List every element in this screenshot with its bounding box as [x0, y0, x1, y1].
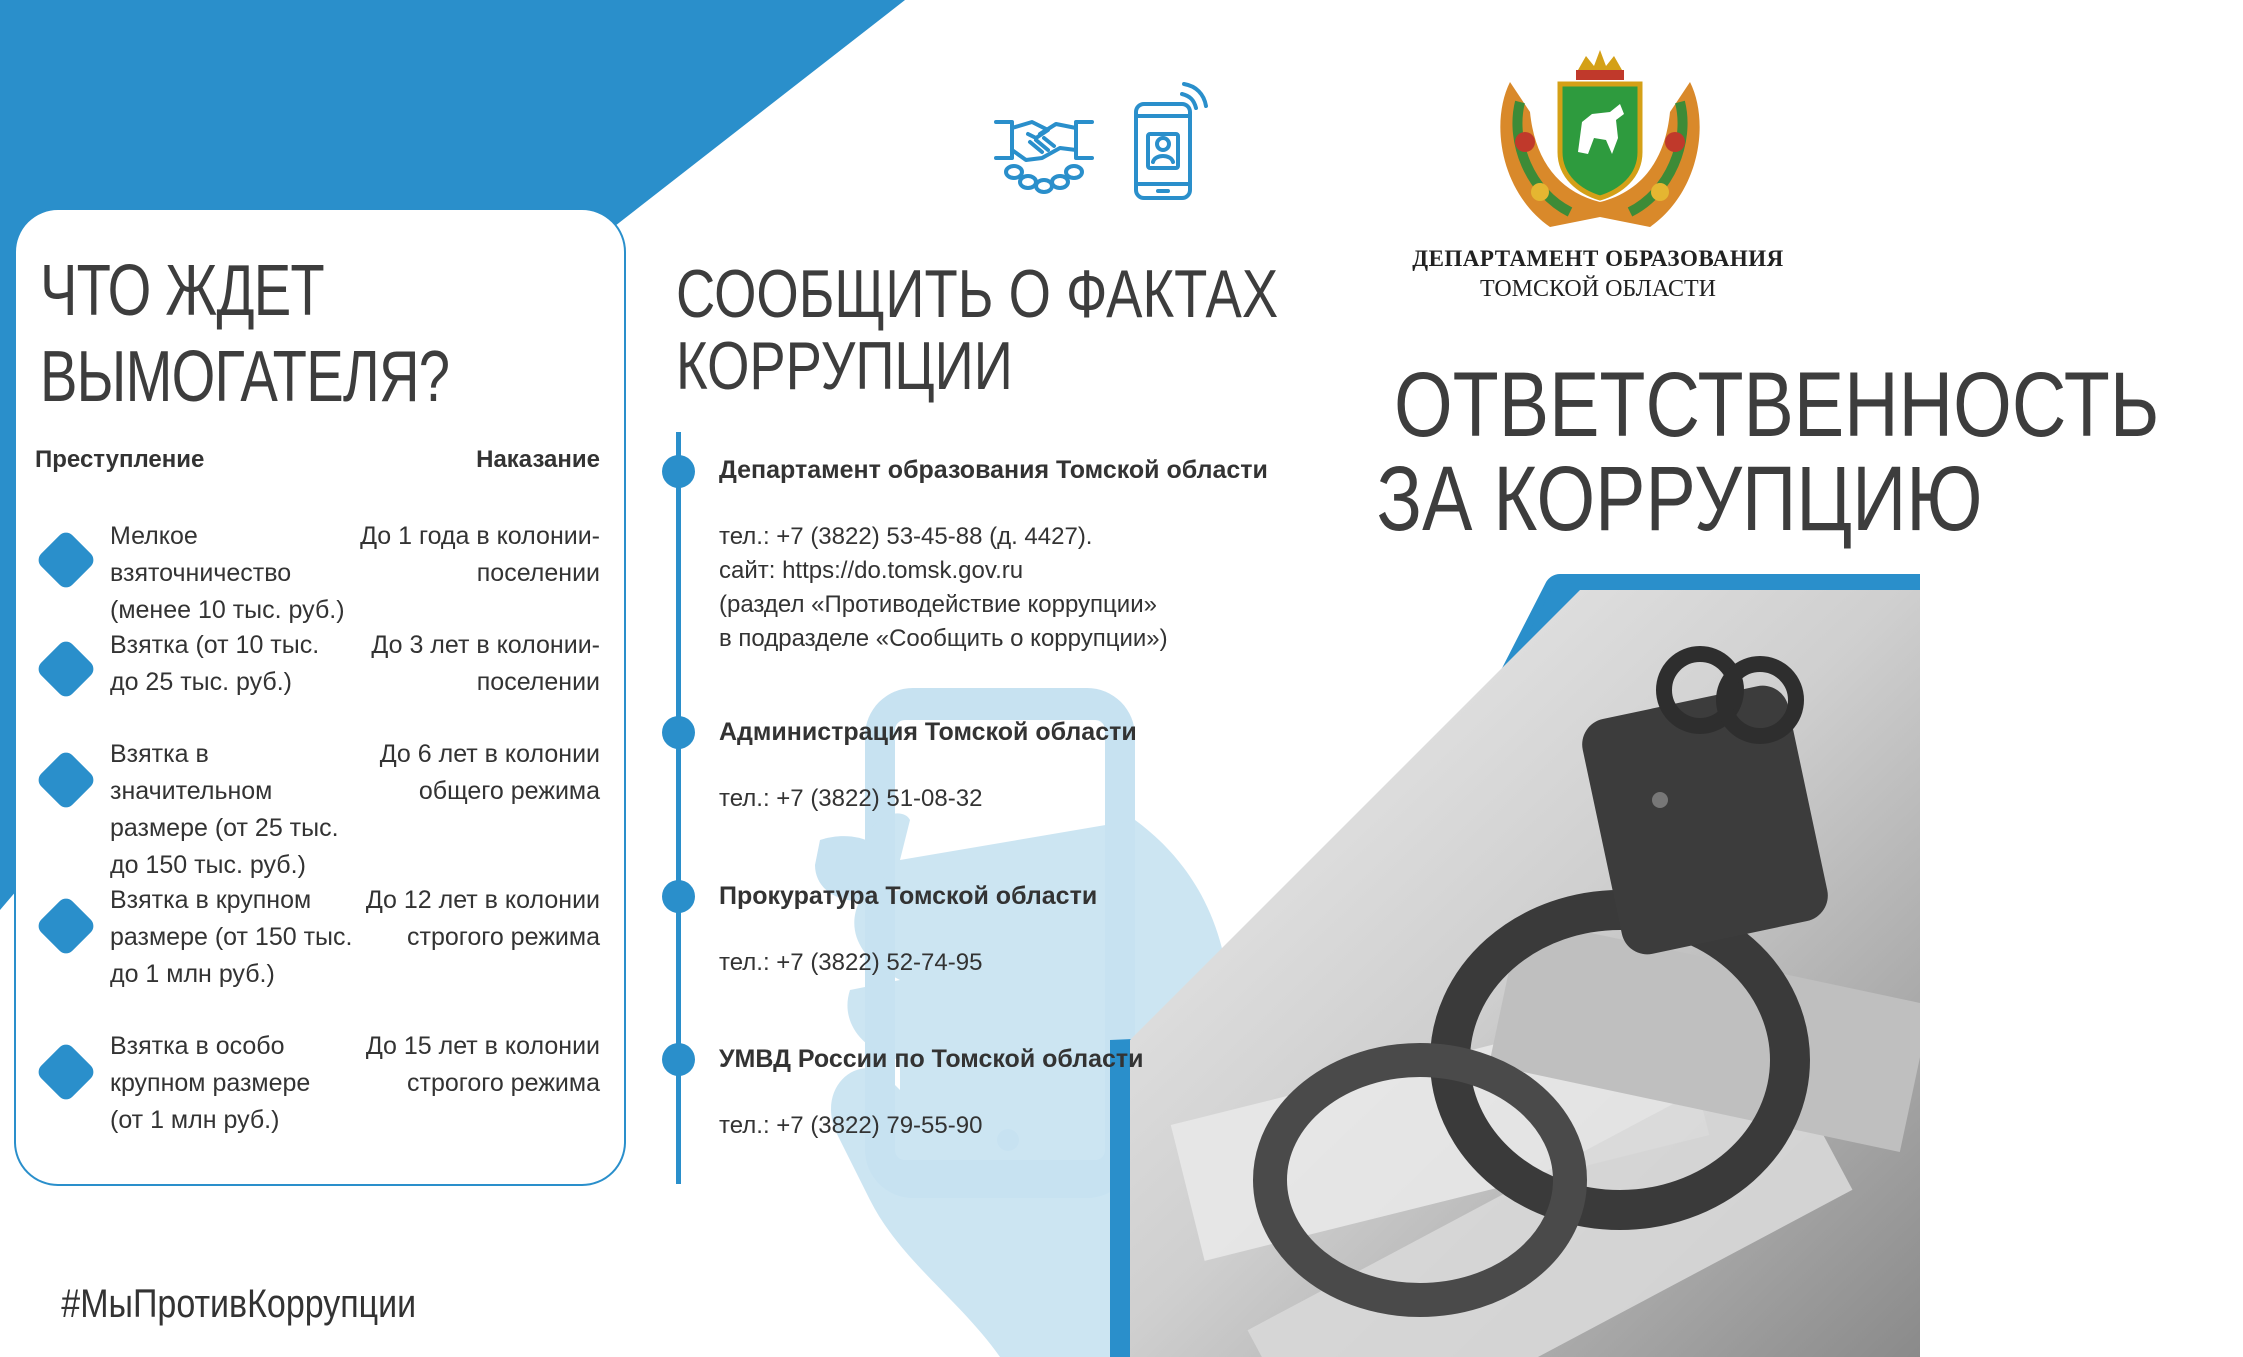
timeline-dot [662, 716, 695, 749]
report-title-line1: СООБЩИТЬ О ФАКТАХ [676, 256, 1279, 332]
punishment-text: До 12 лет в колонии строгого режима [365, 886, 600, 951]
handcuffs-photo [1100, 564, 1931, 1357]
contact-detail: тел.: +7 (3822) 52-74-95 [719, 949, 983, 976]
card-title-line2: ВЫМОГАТЕЛЯ? [40, 337, 450, 417]
crime-text: Взятка в значительном размере (от 25 тыс. до 150 тыс. руб.) [110, 740, 339, 879]
diamond-bullet-icon [35, 529, 97, 591]
penalty-row [0, 882, 640, 1022]
report-title-line2: КОРРУПЦИИ [676, 328, 1013, 404]
card-title-line1: ЧТО ЖДЕТ [40, 251, 324, 331]
timeline-dot [662, 455, 695, 488]
diamond-bullet-icon [35, 749, 97, 811]
crime-text: Мелкое взяточничество (менее 10 тыс. руб.) [110, 522, 345, 624]
phone-contact-icon [1130, 80, 1210, 204]
main-title-line2: ЗА КОРРУПЦИЮ [1376, 448, 1983, 550]
diamond-bullet-icon [35, 895, 97, 957]
department-name: ДЕПАРТАМЕНТ ОБРАЗОВАНИЯ [1412, 246, 1784, 271]
contact-detail: тел.: +7 (3822) 79-55-90 [719, 1112, 983, 1139]
hashtag: #МыПротивКоррупции [61, 1282, 417, 1326]
punishment-text: До 3 лет в колонии- поселении [371, 631, 600, 696]
handshake-chain-icon [990, 112, 1098, 202]
contact-name: Прокуратура Томской области [719, 882, 1098, 910]
contact-detail: тел.: +7 (3822) 53-45-88 (д. 4427). сайт: https://do.tomsk.gov.ru (раздел «Противодействие коррупции» в подразделе «Сообщить о коррупции») [719, 523, 1168, 652]
main-title [1310, 354, 2160, 550]
punishment-text: До 1 года в колонии- поселении [360, 522, 600, 587]
penalty-row [0, 1028, 640, 1168]
contact-name: Департамент образования Томской области [719, 456, 1268, 484]
diamond-bullet-icon [35, 638, 97, 700]
punishment-text: До 15 лет в колонии строгого режима [365, 1032, 600, 1097]
column-header-punishment: Наказание [476, 446, 600, 473]
diamond-bullet-icon [35, 1041, 97, 1103]
main-title-line1: ОТВЕТСТВЕННОСТЬ [1394, 354, 2160, 456]
department-region: ТОМСКОЙ ОБЛАСТИ [1479, 276, 1717, 302]
crime-text: Взятка (от 10 тыс. до 25 тыс. руб.) [110, 631, 320, 696]
timeline-dot [662, 1043, 695, 1076]
card-title [40, 248, 449, 420]
report-title [676, 258, 1278, 402]
crime-text: Взятка в крупном размере (от 150 тыс. до 1 млн руб.) [110, 886, 353, 988]
contact-detail: тел.: +7 (3822) 51-08-32 [719, 785, 983, 812]
contact-name: УМВД России по Томской области [719, 1045, 1144, 1073]
penalty-row [0, 736, 640, 879]
coat-of-arms-emblem [1490, 42, 1710, 242]
contact-name: Администрация Томской области [719, 718, 1137, 746]
crime-text: Взятка в особо крупном размере (от 1 млн руб.) [110, 1032, 311, 1134]
punishment-text: До 6 лет в колонии общего режима [379, 740, 600, 805]
timeline-dot [662, 880, 695, 913]
column-header-crime: Преступление [35, 446, 205, 473]
